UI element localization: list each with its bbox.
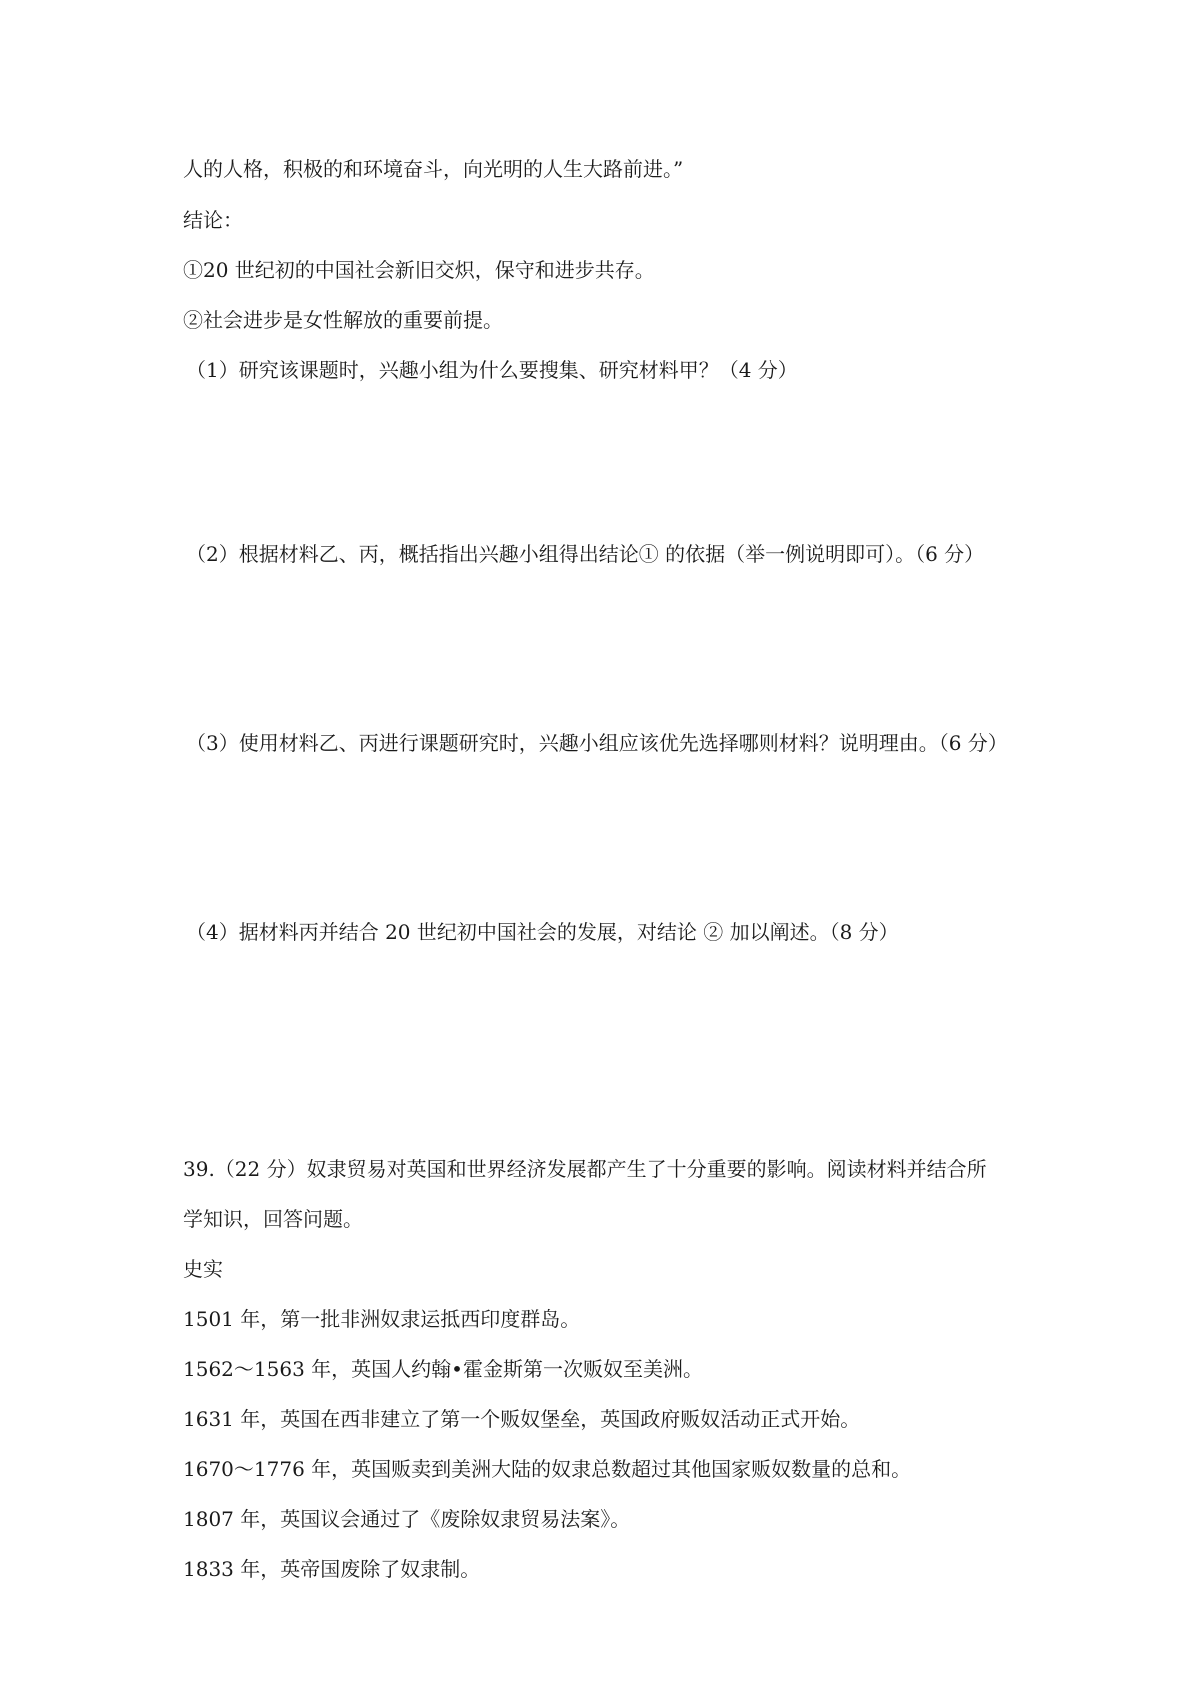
conclusion-1: ①20 世纪初的中国社会新旧交炽，保守和进步共存。: [183, 258, 655, 282]
fact-1631: 1631 年，英国在西非建立了第一个贩奴堡垒，英国政府贩奴活动正式开始。: [183, 1407, 861, 1431]
question-3: （3）使用材料乙、丙进行课题研究时，兴趣小组应该优先选择哪则材料？说明理由。（6 分）: [186, 731, 1008, 755]
conclusion-label: 结论：: [183, 208, 243, 232]
question-39-stem-line1: 39.（22 分）奴隶贸易对英国和世界经济发展都产生了十分重要的影响。阅读材料并结合所: [183, 1157, 987, 1181]
fact-1501: 1501 年，第一批非洲奴隶运抵西印度群岛。: [183, 1307, 581, 1331]
question-4: （4）据材料丙并结合 20 世纪初中国社会的发展，对结论 ② 加以阐述。（8 分）: [186, 920, 899, 944]
conclusion-2: ②社会进步是女性解放的重要前提。: [183, 308, 503, 332]
question-1: （1）研究该课题时，兴趣小组为什么要搜集、研究材料甲？（4 分）: [186, 358, 798, 382]
material-continuation: 人的人格，积极的和环境奋斗，向光明的人生大路前进。”: [183, 157, 684, 181]
question-2: （2）根据材料乙、丙，概括指出兴趣小组得出结论① 的依据（举一例说明即可）。（6 分）: [186, 542, 985, 566]
fact-1562: 1562～1563 年，英国人约翰•霍金斯第一次贩奴至美洲。: [183, 1357, 703, 1381]
fact-1807: 1807 年，英国议会通过了《废除奴隶贸易法案》。: [183, 1507, 631, 1531]
question-39-stem-line2: 学知识，回答问题。: [183, 1207, 363, 1231]
facts-label: 史实: [183, 1257, 223, 1281]
fact-1670: 1670～1776 年，英国贩卖到美洲大陆的奴隶总数超过其他国家贩奴数量的总和。: [183, 1457, 912, 1481]
fact-1833: 1833 年，英帝国废除了奴隶制。: [183, 1557, 481, 1581]
